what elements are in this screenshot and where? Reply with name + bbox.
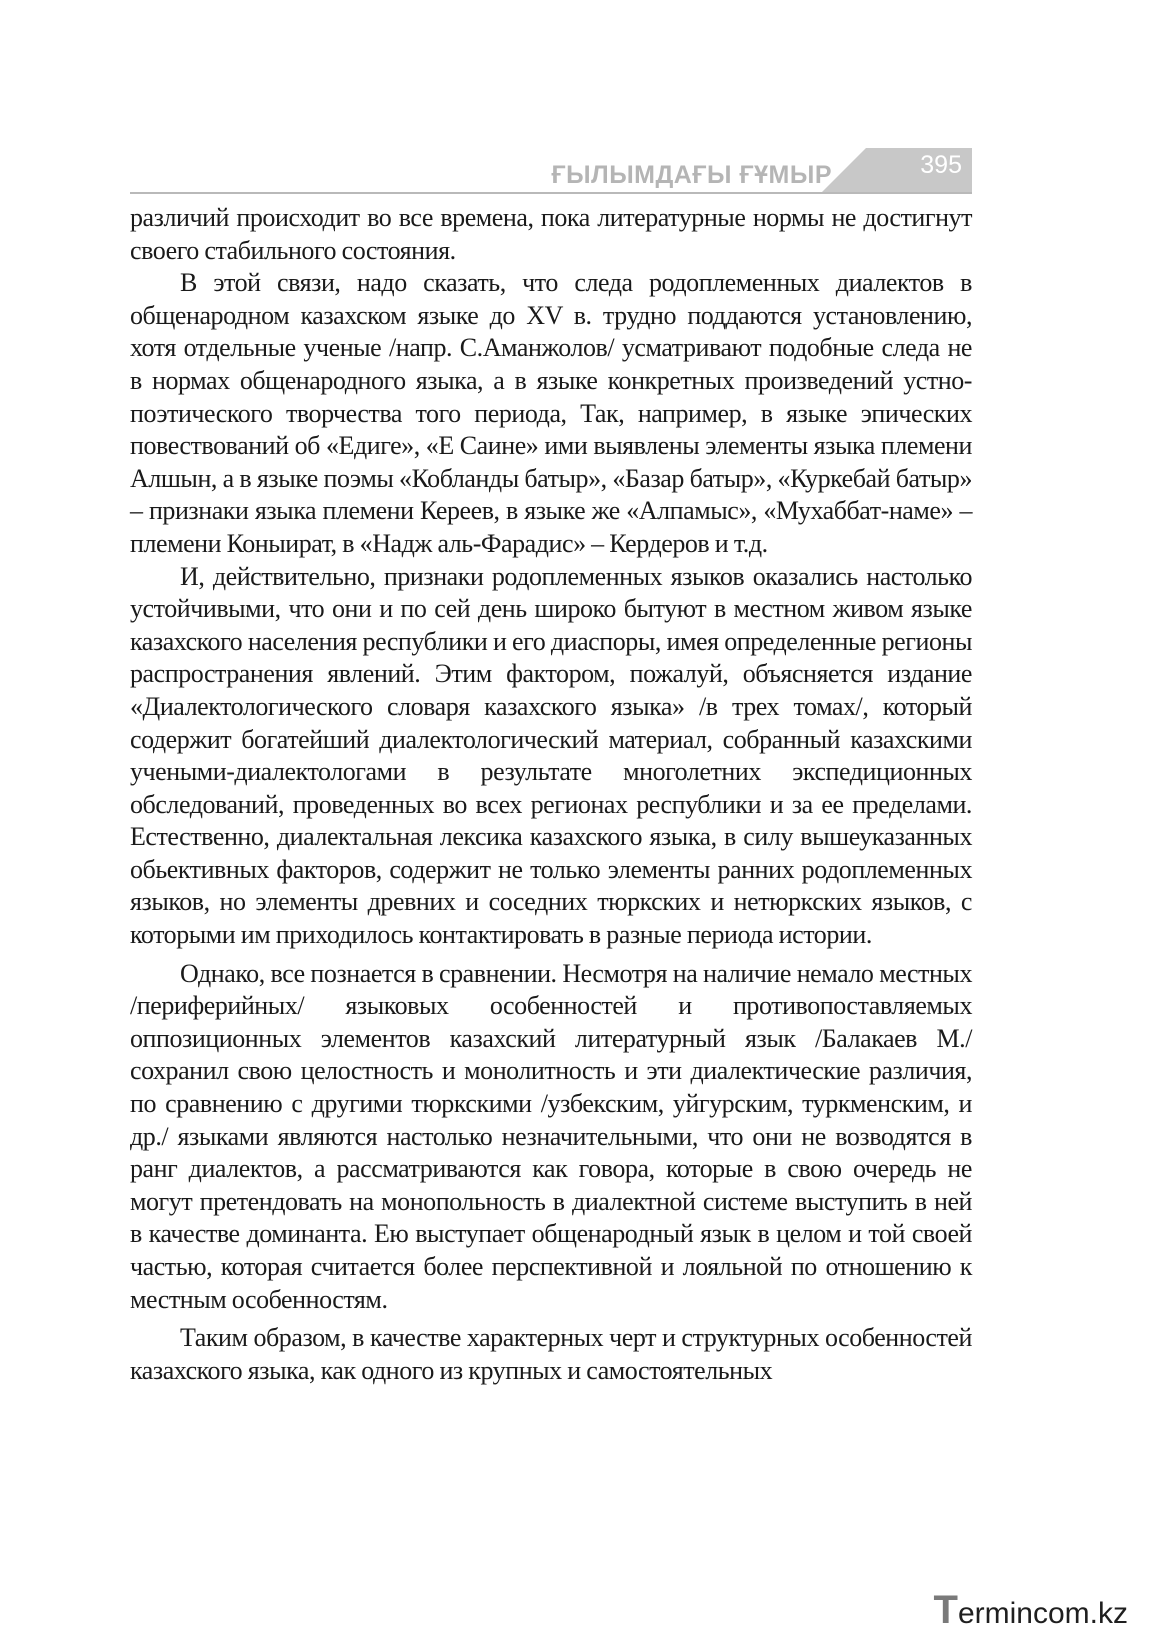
site-watermark [933,1588,1128,1632]
page-number-tab [822,148,972,192]
page-number: 395 [920,151,962,179]
paragraph-1: различий происходит во все времена, пока литературные нормы не достигнут своего стабильного состояния. [130,203,972,265]
paragraph-3: И, действительно, признаки родоплеменных языков оказались настолько устойчивыми, что они и по сей день широко бытуют в местном живом языке казахского населения республики и его диаспоры, имея определенные регионы распространения явлений. Этим фактором, пожалуй, объясняется издание «Диалектологического словаря казахского языка» /в трех томах/, который содержит богатейший диалектологический материал, собранный казахскими учеными-диалектологами в результате многолетних экспедиционных обследований, проведенных во всех регионах республики и за ее пределами. Естественно, диалектальная лексика казахского языка, в силу вышеуказанных обьективных факторов, содержит не только элементы ранних родоплеменных языков, но элементы древних и соседних тюркских и нетюркских языков, с которыми им приходилось контактировать в разные периода истории. [130,561,972,950]
body-text [130,202,972,1387]
running-header-title: ҒЫЛЫМДАҒЫ ҒҰМЫР [551,161,832,189]
paragraph-4: Однако, все познается в сравнении. Несмотря на наличие немало местных /периферийных/ языковых особенностей и противопоставляемых оппозиционных элементов казахский литературный язык /Балакаев М./ сохранил свою целостность и монолитность и эти диалектические различия, по сравнению с другими тюркскими /узбекским, уйгурским, туркменским, и др./ языками являются настолько незначительными, что они не возводятся в ранг диалектов, а рассматриваются как говора, которые в свою очередь не могут претендовать на монопольность в диалектной системе выступить в ней в качестве доминанта. Ею выступает общенародный язык в целом и той своей частью, которая считается более перспективной и лояльной по отношению к местным особенностям. [130,958,972,1314]
paragraph-5: Таким образом, в качестве характерных черт и структурных особенностей казахского языка, как одного из крупных и самостоятельных [130,1323,972,1385]
paragraph-2: В этой связи, надо сказать, что следа родоплеменных диалектов в общенародном казахском языке до XV в. трудно поддаются установлению, хотя отдельные ученые /напр. С.Аманжолов/ усматривают подобные следа не в нормах общенародного языка, а в языке конкретных произведений устно-поэтического творчества того периода, Так, например, в языке эпических повествований об «Едиге», «Е Саине» ими выявлены элементы языка племени Алшын, а в языке поэмы «Кобланды батыр», «Базар батыр», «Куркебай батыр» – признаки языка племени Кереев, в языке же «Алпамыс», «Мухаббат-наме» – племени Коныират, в «Надж аль-Фарадис» – Кердеров и т.д. [130,268,972,558]
header-rule [130,192,972,194]
running-header [130,148,972,194]
watermark-text: ermincom.kz [957,1597,1128,1630]
watermark-logo-letter: T [933,1588,958,1632]
